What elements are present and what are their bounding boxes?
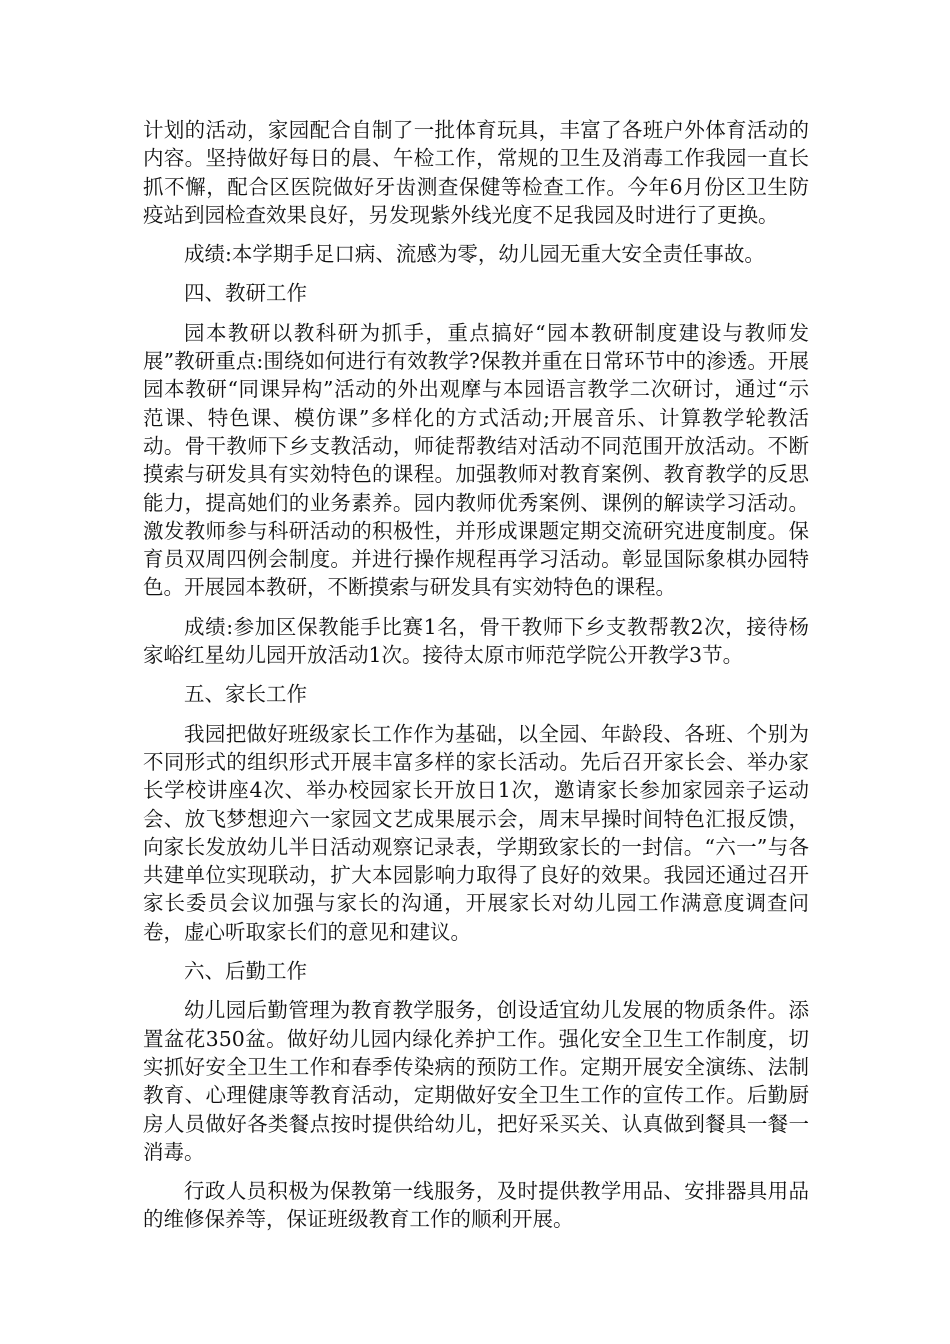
paragraph-parent-work: 我园把做好班级家长工作作为基础，以全园、年龄段、各班、个别为不同形式的组织形式开展丰富多样的家长活动。先后召开家长会、举办家长学校讲座4次、举办校园家长开放日1次，邀请家长参加家园亲子运动会、放飞梦想迎六一家园文艺成果展示会，周末早操时间特色汇报反馈，向家长发放幼儿半日活动观察记录表，学期致家长的一封信。“六一”与各共建单位实现联动，扩大本园影响力取得了良好的效果。我园还通过召开家长委员会议加强与家长的沟通，开展家长对幼儿园工作满意度调查问卷，虚心听取家长们的意见和建议。 <box>143 721 809 944</box>
paragraph-safety-results: 成绩:本学期手足口病、流感为零，幼儿园无重大安全责任事故。 <box>184 242 765 267</box>
paragraph-activities-continued: 计划的活动，家园配合自制了一批体育玩具，丰富了各班户外体育活动的内容。坚持做好每日的晨、午检工作，常规的卫生及消毒工作我园一直长抓不懈，配合区医院做好牙齿测查保健等检查工作。今年6月份区卫生防疫站到园检查效果良好，另发现紫外线光度不足我园及时进行了更换。 <box>143 118 809 227</box>
section-heading-parent-work: 五、家长工作 <box>184 682 307 707</box>
paragraph-teaching-research: 园本教研以教科研为抓手，重点搞好“园本教研制度建设与教师发展”教研重点:围绕如何进行有效教学?保教并重在日常环节中的渗透。开展园本教研“同课异构”活动的外出观摩与本园语言教学二次研讨，通过“示范课、特色课、模仿课”多样化的方式活动;开展音乐、计算教学轮教活动。骨干教师下乡支教活动，师徒帮教结对活动不同范围开放活动。不断摸索与研发具有实効特色的课程。加强教师对教育案例、教育教学的反思能力，提高她们的业务素养。园内教师优秀案例、课例的解读学习活动。激发教师参与科研活动的积极性，并形成课题定期交流研究进度制度。保育员双周四例会制度。并进行操作规程再学习活动。彰显国际象棋办园特色。开展园本教研，不断摸索与研发具有实効特色的课程。 <box>143 320 809 600</box>
paragraph-logistics: 幼儿园后勤管理为教育教学服务，创设适宜幼儿发展的物质条件。添置盆花350盆。做好幼儿园内绿化养护工作。强化安全卫生工作制度，切实抓好安全卫生工作和春季传染病的预防工作。定期开展安全演练、法制教育、心理健康等教育活动，定期做好安全卫生工作的宣传工作。后勤厨房人员做好各类餐点按时提供给幼儿，把好采买关、认真做到餐具一餐一消毒。 <box>143 998 809 1164</box>
paragraph-administration: 行政人员积极为保教第一线服务，及时提供教学用品、安排器具用品的维修保养等，保证班级教育工作的顺利开展。 <box>143 1179 809 1232</box>
section-heading-logistics: 六、后勤工作 <box>184 959 307 984</box>
paragraph-research-results: 成绩:参加区保教能手比赛1名，骨干教师下乡支教帮教2次，接待杨家峪红星幼儿园开放活动1次。接待太原市师范学院公开教学3节。 <box>143 614 809 668</box>
document-body <box>143 116 809 1245</box>
section-heading-teaching-research: 四、教研工作 <box>184 281 307 306</box>
